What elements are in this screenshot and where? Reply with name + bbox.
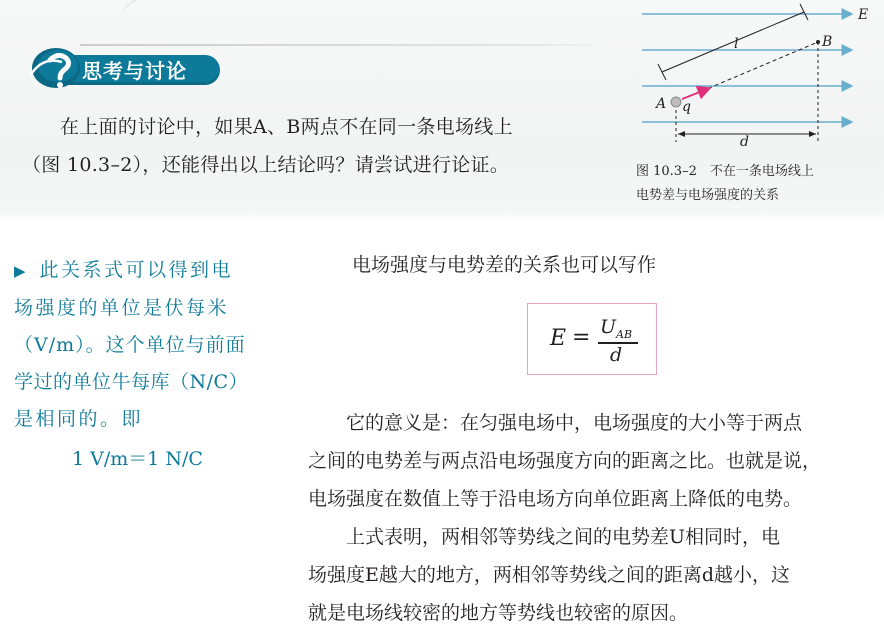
- side-note-line-1: 此关系式可以得到电: [39, 259, 234, 281]
- discussion-text: [22, 108, 612, 184]
- length-dimension: [662, 12, 804, 72]
- paragraph-2-line-2: 场强度E越大的地方，两相邻等势线之间的距离d越小，这: [308, 564, 791, 586]
- formula-equals: =: [572, 325, 591, 350]
- figure-caption-line-2: 电势差与电场强度的关系: [636, 188, 780, 203]
- paragraph-1-line-1: 它的意义是：在匀强电场中，电场强度的大小等于两点: [346, 412, 803, 434]
- section-badge: [22, 46, 202, 90]
- formula-numerator-symbol: U: [600, 316, 617, 338]
- discussion-line-2: （图 10.3–2），还能得出以上结论吗？请尝试进行论证。: [22, 154, 510, 176]
- paragraph-1-line-3: 电场强度在数值上等于沿电场方向单位距离上降低的电势。: [308, 488, 803, 510]
- side-note: [14, 252, 276, 438]
- formula-numerator-subscript: AB: [616, 328, 633, 341]
- paragraph-1-line-2: 之间的电势差与两点沿电场强度方向的距离之比。也就是说，: [308, 450, 822, 472]
- side-note-line-3: （V/m）。这个单位与前面: [14, 334, 246, 356]
- field-label: E: [858, 7, 869, 23]
- figure-caption: [636, 160, 876, 208]
- charge-label: q: [682, 99, 691, 115]
- point-a-label: A: [656, 96, 667, 112]
- paragraph-2-line-3: 就是电场线较密的地方等势线也较密的原因。: [308, 602, 689, 624]
- bullet-triangle-icon: ▶: [14, 262, 26, 280]
- field-figure: [630, 0, 884, 150]
- displacement-arrow: [682, 88, 710, 99]
- side-note-line-5: 是相同的。即: [14, 408, 144, 430]
- paragraph-2-line-1: 上式表明，两相邻等势线之间的电势差U相同时，电: [346, 526, 781, 548]
- side-note-line-2: 场强度的单位是伏每米: [14, 297, 230, 319]
- length-tick-1: [658, 64, 666, 80]
- side-note-line-4: 学过的单位牛每库（N/C）: [14, 371, 249, 393]
- distance-arrow-right: [809, 131, 816, 137]
- formula-intro: 电场强度与电势差的关系也可以写作: [352, 254, 657, 276]
- badge-label: 思考与讨论: [82, 59, 187, 83]
- formula-box: [527, 303, 657, 375]
- distance-label: d: [740, 134, 749, 150]
- length-tick-2: [800, 4, 808, 20]
- figure-caption-line-1: 图 10.3–2 不在一条电场线上: [636, 164, 814, 179]
- charge-q: [671, 97, 681, 107]
- length-label: l: [734, 36, 739, 52]
- formula-numerator: [600, 316, 633, 341]
- point-b-label: B: [822, 34, 833, 50]
- unit-equation: 1 V/m＝1 N/C: [72, 448, 203, 470]
- main-body: [308, 404, 874, 632]
- distance-arrow-left: [678, 131, 685, 137]
- discussion-line-1: 在上面的讨论中，如果A、B两点不在同一条电场线上: [60, 116, 513, 138]
- question-mark-icon: [22, 46, 88, 90]
- point-b: [816, 40, 820, 44]
- formula-denominator: d: [610, 344, 623, 366]
- formula-lhs: E: [550, 326, 567, 351]
